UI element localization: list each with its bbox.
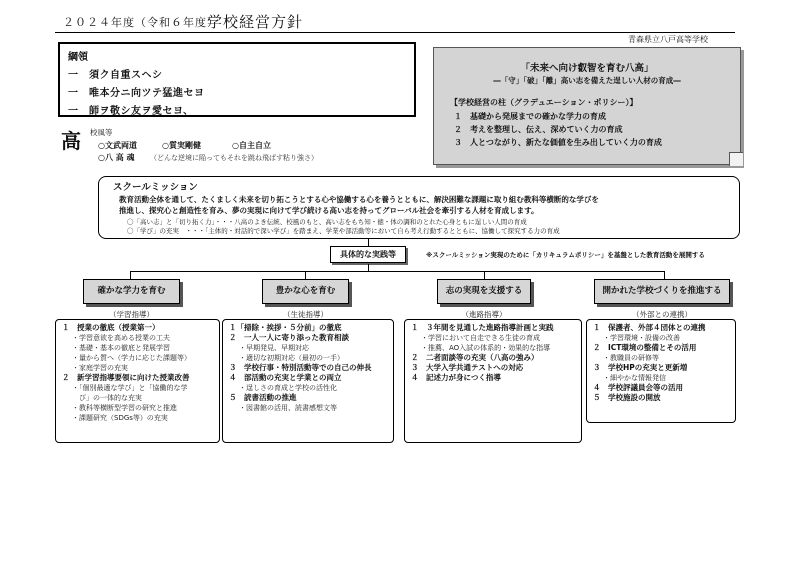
concrete-practice-label: 具体的な実践等 bbox=[330, 246, 406, 263]
policy-detail: ・推薦、AO入試の体系的・効果的な指導 bbox=[421, 344, 551, 352]
policy-item: １ 授業の徹底（授業第一） bbox=[62, 323, 160, 332]
policy-item: ４ 学校評議員会等の活用 bbox=[593, 383, 683, 392]
koryo-heading: 綱領 bbox=[68, 52, 88, 63]
policy-detail: ・逞しさの育成と学校の活性化 bbox=[239, 384, 337, 392]
category-academic: 確かな学力を育む bbox=[83, 279, 180, 304]
policy-item: ４ 部活動の充実と学業との両立 bbox=[229, 373, 342, 382]
connector bbox=[368, 239, 369, 246]
concrete-note: ※スクールミッション実現のために「カリキュラムポリシー」を基盤とした教育活動を展開する bbox=[426, 251, 705, 259]
mission-sub: 〇「高い志」と「切り拓く力」・・・八高のよき伝統、校風のもと、高い志をもち知・徳・体の調和のとれた心身ともに逞しい人間の育成 bbox=[127, 218, 527, 226]
mission-body: 推進し、探究心と創造性を育み、夢の実現に向けて学び続ける高い志を持ってグローバル社会を牽引する人材を育成します。 bbox=[119, 205, 539, 215]
school-emblem: 高 bbox=[61, 129, 81, 153]
page-title: 学校経営方針 bbox=[207, 13, 304, 31]
pillars-title: 【学校経営の柱（グラデュエーション・ポリシー）】 bbox=[450, 98, 638, 107]
category-sub: （進路指導） bbox=[461, 310, 507, 319]
connector bbox=[130, 271, 131, 279]
policy-detail: ・基礎・基本の徹底と発展学習 bbox=[72, 344, 170, 352]
kofu-value: ○質実剛健 bbox=[162, 141, 201, 150]
category-sub: （外部との連携） bbox=[632, 310, 692, 319]
category-sub: （生徒指導） bbox=[283, 310, 328, 319]
policy-item: １ ３年間を見通した進路指導計画と実践 bbox=[411, 323, 554, 332]
kofu-label: 校風等 bbox=[90, 128, 113, 137]
column-academic bbox=[55, 319, 220, 443]
policy-item: ２ 二者面談等の充実（八高の強み） bbox=[411, 353, 539, 362]
policy-detail: ・家庭学習の充実 bbox=[72, 364, 128, 372]
page-fold-corner bbox=[729, 152, 743, 166]
category-career: 志の実現を支援する bbox=[437, 279, 531, 304]
koryo-item: 一 唯本分ニ向ツテ猛進セヨ bbox=[68, 88, 205, 99]
koryo-box bbox=[58, 42, 416, 117]
column-career bbox=[404, 319, 582, 443]
category-sub: （学習指導） bbox=[109, 310, 154, 319]
policy-item: ３ 学校HPの充実と更新増 bbox=[593, 363, 688, 372]
fiscal-year: ２０２４年度（令和６年度） bbox=[63, 16, 219, 29]
column-heart bbox=[222, 319, 394, 443]
policy-item: ５ 学校施設の開放 bbox=[593, 393, 661, 402]
policy-detail: ・課題研究（SDGs等）の充実 bbox=[72, 414, 168, 422]
mission-sub: 〇「学び」の充実 ・・・「主体的・対話的で深い学び」を踏まえ、学業や部活動等において自ら考え行動するとともに、協働して探究する力の育成 bbox=[127, 227, 560, 235]
policy-item: １「掃除・挨拶・５分前」の徹底 bbox=[229, 323, 342, 332]
mission-title: スクールミッション bbox=[113, 182, 198, 193]
kofu-value: ○自主自立 bbox=[232, 141, 271, 150]
policy-item: ４ 記述力が身につく指導 bbox=[411, 373, 501, 382]
pillar-item: ２ 考えを整理し、伝え、深めていく力の育成 bbox=[454, 125, 623, 134]
connector bbox=[305, 271, 306, 279]
policy-item: ２ ICT環境の整備とその活用 bbox=[593, 343, 697, 352]
vision-box bbox=[433, 47, 741, 165]
policy-detail: ・適切な初期対応（最初の一手） bbox=[239, 354, 344, 362]
kofu-value: ○文武両道 bbox=[98, 141, 137, 150]
policy-item: １ 保護者、外部４団体との連携 bbox=[593, 323, 706, 332]
policy-detail: ・細やかな情報発信 bbox=[603, 374, 666, 382]
policy-detail: ・図書館の活用、読書感想文等 bbox=[239, 404, 337, 412]
pillar-item: １ 基礎から発展までの確かな学力の育成 bbox=[454, 112, 606, 121]
policy-item: ５ 読書活動の推進 bbox=[229, 393, 297, 402]
category-open-school: 開かれた学校づくりを推進する bbox=[594, 279, 730, 304]
vision-subtitle: ―「守」「破」「離」高い志を備えた逞しい人材の育成― bbox=[493, 76, 681, 85]
vision-slogan: 「未来へ向け叡智を育む八高」 bbox=[520, 63, 654, 74]
policy-detail: ・量から質へ（学力に応じた課題等） bbox=[72, 354, 191, 362]
policy-item: ３ 学校行事・特別活動等での自己の伸長 bbox=[229, 363, 372, 372]
column-open-school bbox=[586, 319, 736, 423]
connector bbox=[484, 271, 485, 279]
policy-detail: ・「個別最適な学び」と「協働的な学 bbox=[72, 384, 188, 392]
kofu-value: ○八 高 魂 bbox=[98, 153, 135, 162]
connector bbox=[664, 271, 665, 279]
policy-item: ２ 新学習指導要領に向けた授業改善 bbox=[62, 373, 190, 382]
mission-body: 教育活動全体を通して、たくましく未来を切り拓こうとする心や協働する心を養うとともに、解決困難な課題に取り組む教科等横断的な学びを bbox=[119, 195, 599, 204]
header-rule bbox=[55, 32, 735, 33]
policy-detail: ・教職員の研修等 bbox=[603, 354, 659, 362]
koryo-item: 一 須ク自重スヘシ bbox=[68, 70, 163, 81]
policy-detail: ・早期発見、早期対応 bbox=[239, 344, 309, 352]
policy-detail: ・教科等横断型学習の研究と推進 bbox=[72, 404, 177, 412]
policy-item: ２ 一人一人に寄り添った教育相談 bbox=[229, 333, 349, 342]
category-heart: 豊かな心を育む bbox=[262, 279, 349, 304]
policy-detail: ・学習環境・設備の改善 bbox=[603, 334, 680, 342]
connector bbox=[130, 271, 664, 272]
koryo-item: 一 師ヲ敬シ友ヲ愛セヨ、 bbox=[68, 106, 194, 117]
kofu-note: （どんな逆境に陥ってもそれを跳ね飛ばす粘り強さ） bbox=[150, 154, 318, 162]
school-mission-box bbox=[98, 176, 740, 239]
policy-item: ３ 大学入学共通テストへの対応 bbox=[411, 363, 524, 372]
policy-detail: ・学習において自走できる生徒の育成 bbox=[421, 334, 540, 342]
policy-detail: ・学習意欲を高める授業の工夫 bbox=[72, 334, 170, 342]
pillar-item: ３ 人とつながり、新たな価値を生み出していく力の育成 bbox=[454, 138, 662, 147]
policy-detail: び」の一体的な充実 bbox=[72, 394, 142, 402]
school-name: 青森県立八戸高等学校 bbox=[628, 35, 708, 44]
